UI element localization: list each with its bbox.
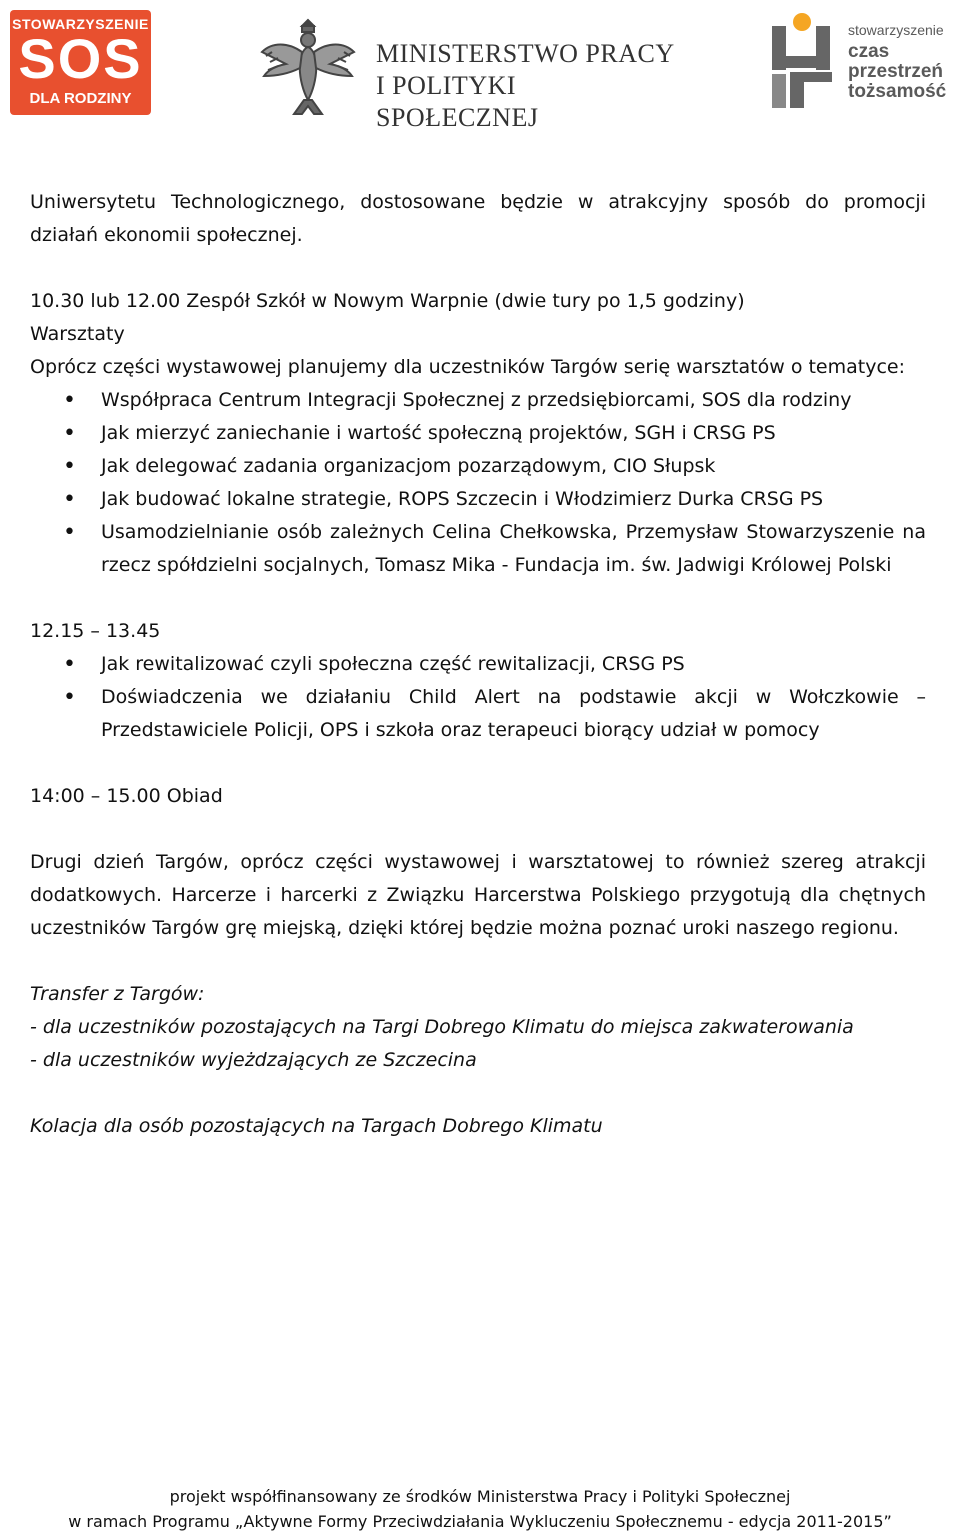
- list-item: • Jak budować lokalne strategie, ROPS Szczecin i Włodzimierz Durka CRSG PS: [30, 483, 926, 516]
- intro-line-1: Uniwersytetu Technologicznego, dostosowane będzie w atrakcyjny sposób do promocji: [30, 191, 926, 213]
- sos-logo-bottom-text: DLA RODZINY: [29, 90, 132, 107]
- eagle-emblem-icon: [258, 12, 358, 117]
- supper-line: Kolacja dla osób pozostających na Targach Dobrego Klimatu: [30, 1115, 603, 1137]
- transfer-line-2: - dla uczestników wyjeżdzających ze Szczecina: [30, 1049, 477, 1071]
- ministry-name-line2: I POLITYKI SPOŁECZNEJ: [376, 71, 539, 132]
- footer: [0, 1484, 960, 1534]
- list-item: • Jak rewitalizować czyli społeczna część rewitalizacji, CRSG PS: [30, 648, 926, 681]
- ministry-name-line1: MINISTERSTWO PRACY: [376, 39, 675, 68]
- transfer-title: Transfer z Targów:: [30, 983, 205, 1005]
- list-item: • Współpraca Centrum Integracji Społecznej z przedsiębiorcami, SOS dla rodziny: [30, 384, 926, 417]
- list-item: • Jak delegować zadania organizacjom pozarządowym, CIO Słupsk: [30, 450, 926, 483]
- sos-logo-main-text: SOS: [18, 27, 143, 90]
- ministry-logo: [258, 12, 678, 132]
- workshop-list: [30, 384, 926, 582]
- session2-time: 12.15 – 13.45: [30, 620, 161, 642]
- czas-przestrzen-mark-icon: [770, 12, 836, 108]
- stow-word-czas: czas: [848, 41, 890, 62]
- list-item: • Jak mierzyć zaniechanie i wartość społeczną projektów, SGH i CRSG PS: [30, 417, 926, 450]
- sos-logo-top-text: STOWARZYSZENIE: [12, 16, 149, 32]
- sos-logo: [10, 10, 151, 115]
- stow-word-tozsamosc: tożsamość: [848, 81, 947, 102]
- stow-word-przestrzen: przestrzeń: [848, 61, 944, 82]
- list-item: • Doświadczenia we działaniu Child Alert na podstawie akcji w Wołczkowie – Przedstawiciele Policji, OPS i szkoła oraz terapeuci biorący udział w pomocy: [30, 681, 926, 747]
- transfer-line-1: - dla uczestników pozostających na Targi Dobrego Klimatu do miejsca zakwaterowania: [30, 1016, 854, 1038]
- document-body: [30, 186, 926, 1143]
- footer-line-2: w ramach Programu „Aktywne Formy Przeciwdziałania Wykluczeniu Społecznemu - edycja 2011-2015”: [68, 1512, 892, 1531]
- day2-paragraph: Drugi dzień Targów, oprócz części wystawowej i warsztatowej to również szereg atrakcji dodatkowych. Harcerze i harcerki z Związku Harcerstwa Polskiego przygotują dla chętnych uczestników Targów grę miejską, dzięki której będzie można poznać uroki naszego regionu.: [30, 851, 926, 939]
- session1-time: 10.30 lub 12.00 Zespół Szkół w Nowym Warpnie (dwie tury po 1,5 godziny): [30, 290, 745, 312]
- list-item: • Usamodzielnianie osób zależnych Celina Chełkowska, Przemysław Stowarzyszenie na rzecz spółdzielni socjalnych, Tomasz Mika - Fundacja im. św. Jadwigi Królowej Polski: [30, 516, 926, 582]
- session2-list: [30, 648, 926, 747]
- lunch-line: 14:00 – 15.00 Obiad: [30, 785, 223, 807]
- stowarzyszenie-logo: [770, 12, 950, 112]
- session1-title: Warsztaty: [30, 323, 125, 345]
- footer-line-1: projekt współfinansowany ze środków Ministerstwa Pracy i Polityki Społecznej: [169, 1487, 791, 1506]
- session1-intro: Oprócz części wystawowej planujemy dla uczestników Targów serię warsztatów o tematyce:: [30, 356, 906, 378]
- stowarzyszenie-label: stowarzyszenie: [848, 22, 944, 38]
- intro-line-2: działań ekonomii społecznej.: [30, 224, 303, 246]
